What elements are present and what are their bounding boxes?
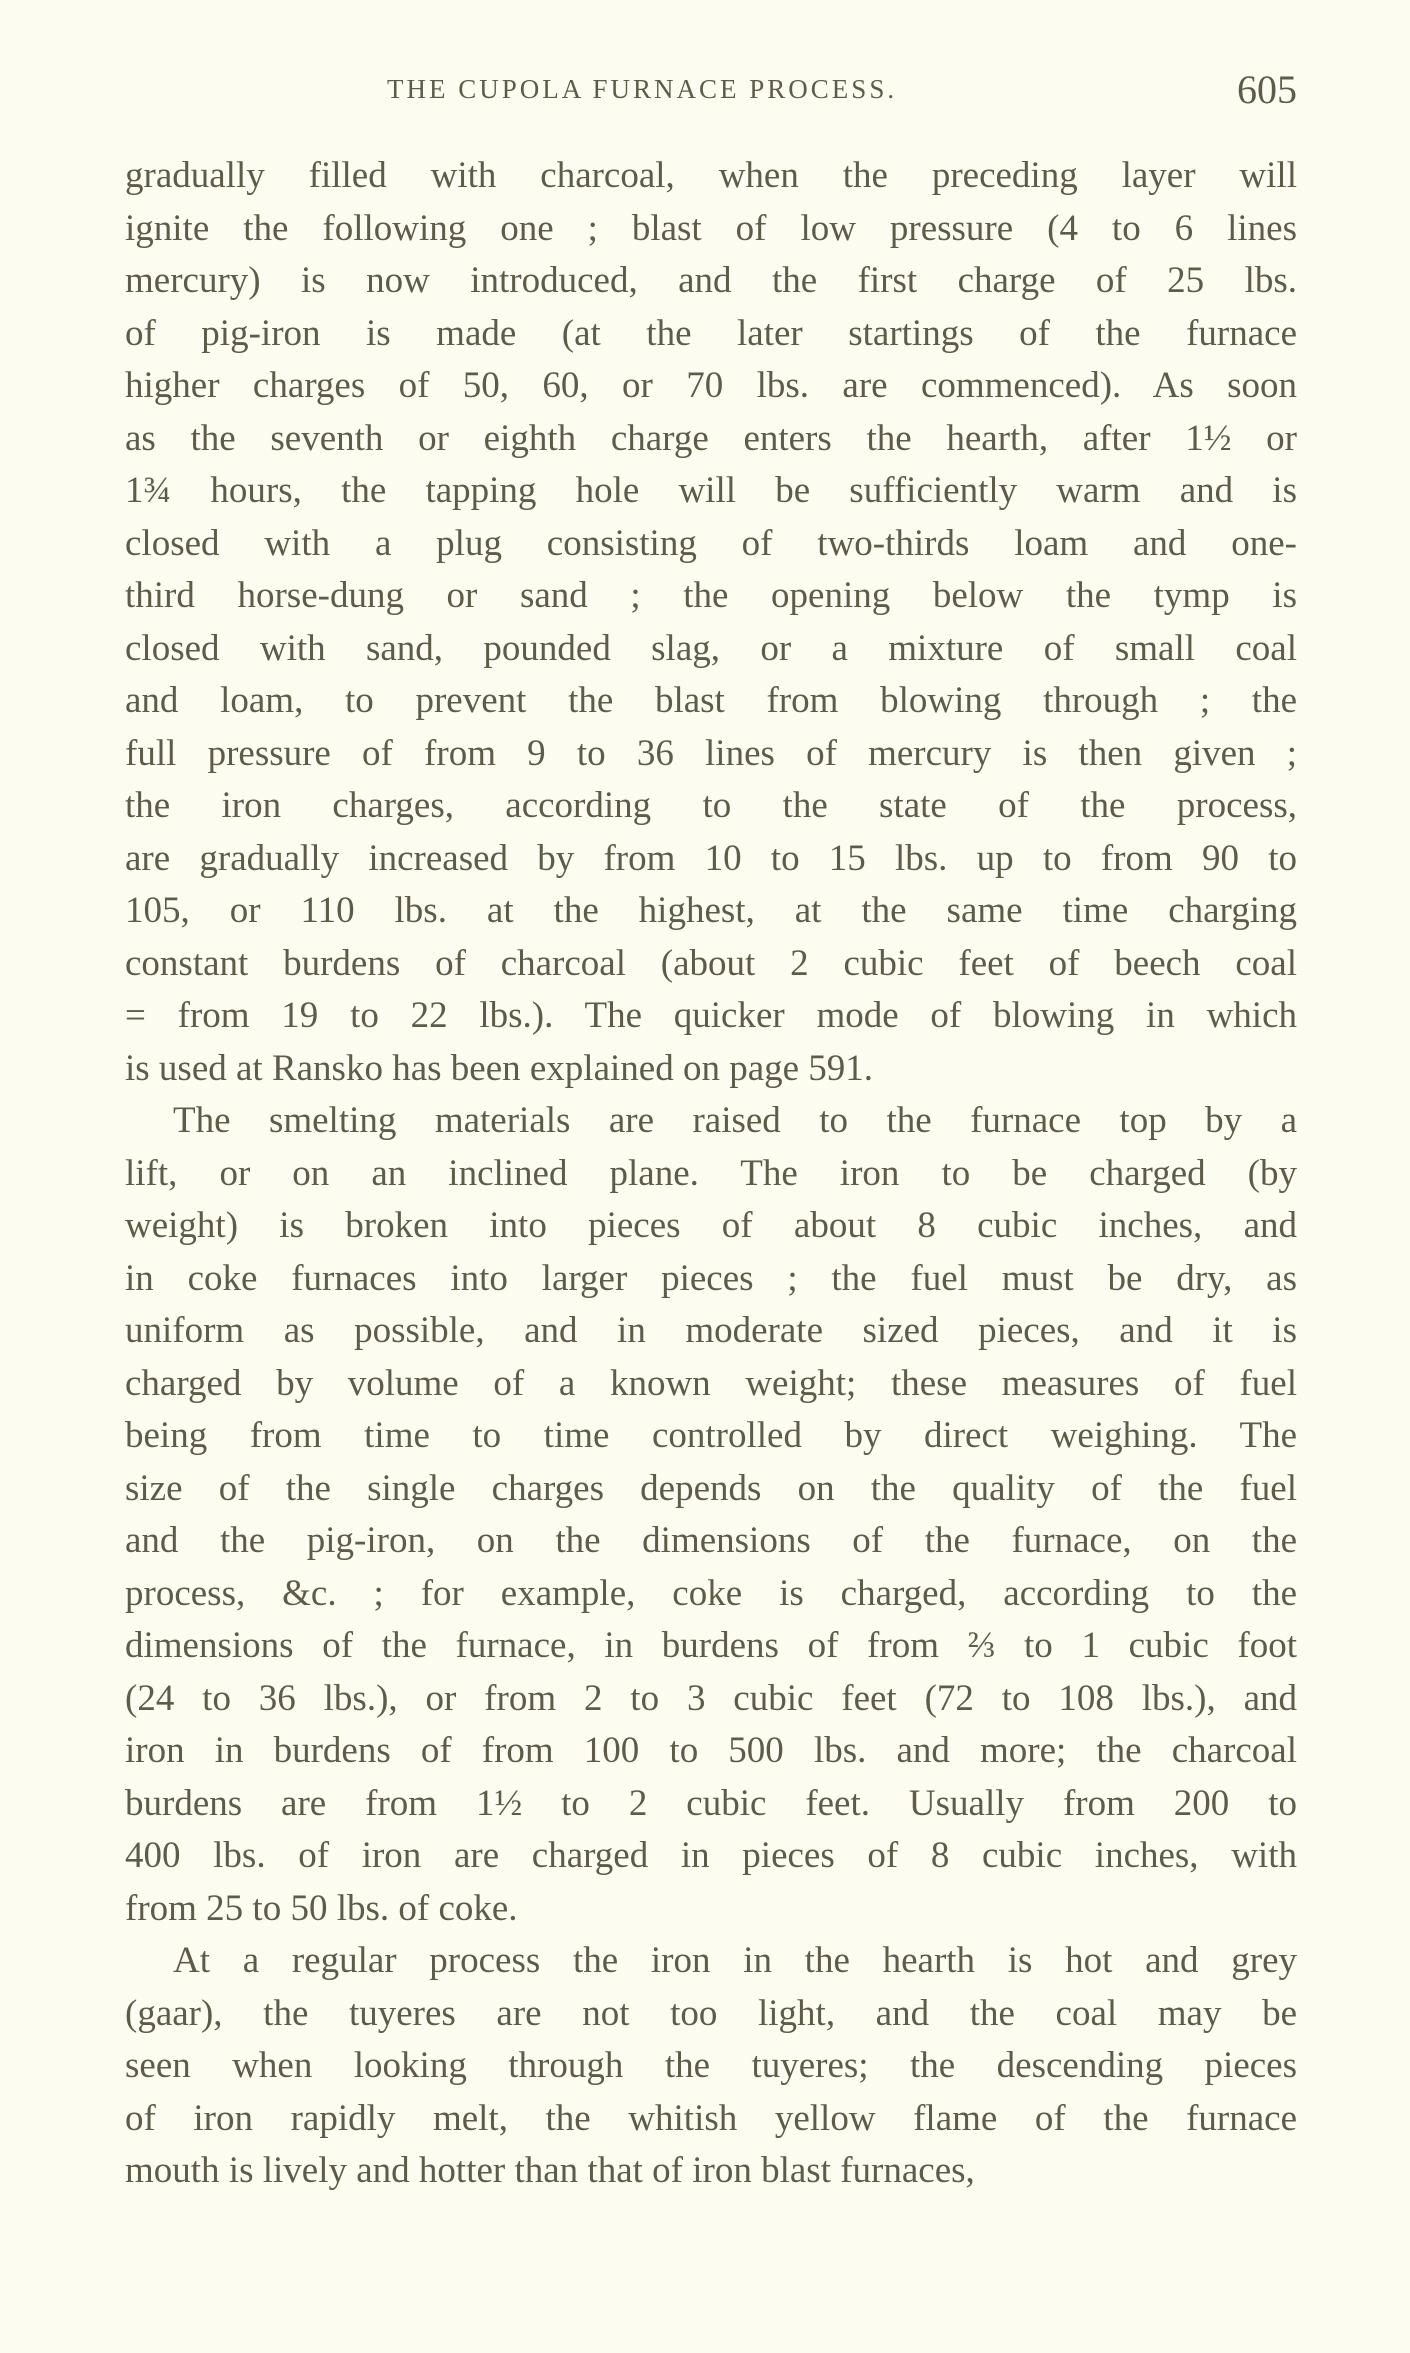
- text-line: 1¾ hours, the tapping hole will be sufficiently warm and is: [125, 470, 1297, 511]
- text-line: iron in burdens of from 100 to 500 lbs. and more; the charcoal: [125, 1730, 1297, 1771]
- text-line: full pressure of from 9 to 36 lines of mercury is then given ;: [125, 732, 1297, 774]
- text-line: lift, or on an inclined plane. The iron to be charged (by: [125, 1152, 1297, 1194]
- text-line: mercury) is now introduced, and the first charge of 25 lbs.: [125, 260, 1297, 301]
- text-line: weight) is broken into pieces of about 8 cubic inches, and: [125, 1205, 1297, 1246]
- text-line: constant burdens of charcoal (about 2 cubic feet of beech coal: [125, 942, 1297, 984]
- text-line: 400 lbs. of iron are charged in pieces of 8 cubic inches, with: [125, 1835, 1297, 1876]
- text-line: in coke furnaces into larger pieces ; the fuel must be dry, as: [125, 1257, 1297, 1299]
- paragraph: [125, 1095, 1297, 1935]
- text-line: of pig-iron is made (at the later startings of the furnace: [125, 312, 1297, 354]
- text-line: uniform as possible, and in moderate sized pieces, and it is: [125, 1310, 1297, 1351]
- text-line: 105, or 110 lbs. at the highest, at the same time charging: [125, 890, 1297, 931]
- text-line: are gradually increased by from 10 to 15 lbs. up to from 90 to: [125, 837, 1297, 879]
- text-line: charged by volume of a known weight; these measures of fuel: [125, 1362, 1297, 1404]
- text-line: size of the single charges depends on the quality of the fuel: [125, 1467, 1297, 1509]
- text-line: ignite the following one ; blast of low pressure (4 to 6 lines: [125, 207, 1297, 249]
- text-line: mouth is lively and hotter than that of iron blast furnaces,: [125, 2150, 975, 2191]
- text-line: gradually filled with charcoal, when the preceding layer will: [125, 155, 1297, 196]
- text-line: dimensions of the furnace, in burdens of from ⅔ to 1 cubic foot: [125, 1625, 1297, 1666]
- text-line: and loam, to prevent the blast from blowing through ; the: [125, 680, 1297, 721]
- text-line: is used at Ransko has been explained on page 591.: [125, 1047, 874, 1089]
- text-line: (gaar), the tuyeres are not too light, and the coal may be: [125, 1992, 1297, 2034]
- paragraph: [125, 1935, 1297, 2198]
- body-text: [125, 150, 1297, 2198]
- text-line: closed with a plug consisting of two-thirds loam and one-: [125, 522, 1297, 564]
- text-line: (24 to 36 lbs.), or from 2 to 3 cubic feet (72 to 108 lbs.), and: [125, 1677, 1297, 1719]
- page-number: 605: [1237, 67, 1297, 112]
- text-line: At a regular process the iron in the hearth is hot and grey: [173, 1940, 1297, 1981]
- text-line: process, &c. ; for example, coke is charged, according to the: [125, 1572, 1297, 1614]
- running-head-title: THE CUPOLA FURNACE PROCESS.: [387, 74, 898, 104]
- text-line: third horse-dung or sand ; the opening below the tymp is: [125, 575, 1297, 616]
- text-line: seen when looking through the tuyeres; the descending pieces: [125, 2045, 1297, 2086]
- running-head: [125, 66, 1297, 116]
- text-line: closed with sand, pounded slag, or a mixture of small coal: [125, 627, 1297, 669]
- text-line: the iron charges, according to the state of the process,: [125, 785, 1297, 826]
- text-line: = from 19 to 22 lbs.). The quicker mode of blowing in which: [125, 995, 1297, 1036]
- text-line: of iron rapidly melt, the whitish yellow flame of the furnace: [125, 2097, 1297, 2139]
- text-line: being from time to time controlled by direct weighing. The: [125, 1415, 1297, 1456]
- text-line: as the seventh or eighth charge enters the hearth, after 1½ or: [125, 417, 1297, 459]
- text-line: The smelting materials are raised to the furnace top by a: [173, 1100, 1297, 1141]
- text-line: higher charges of 50, 60, or 70 lbs. are commenced). As soon: [125, 365, 1297, 406]
- text-line: and the pig-iron, on the dimensions of the furnace, on the: [125, 1520, 1297, 1561]
- text-line: burdens are from 1½ to 2 cubic feet. Usually from 200 to: [125, 1782, 1297, 1824]
- paragraph: [125, 150, 1297, 1095]
- text-line: from 25 to 50 lbs. of coke.: [125, 1887, 518, 1929]
